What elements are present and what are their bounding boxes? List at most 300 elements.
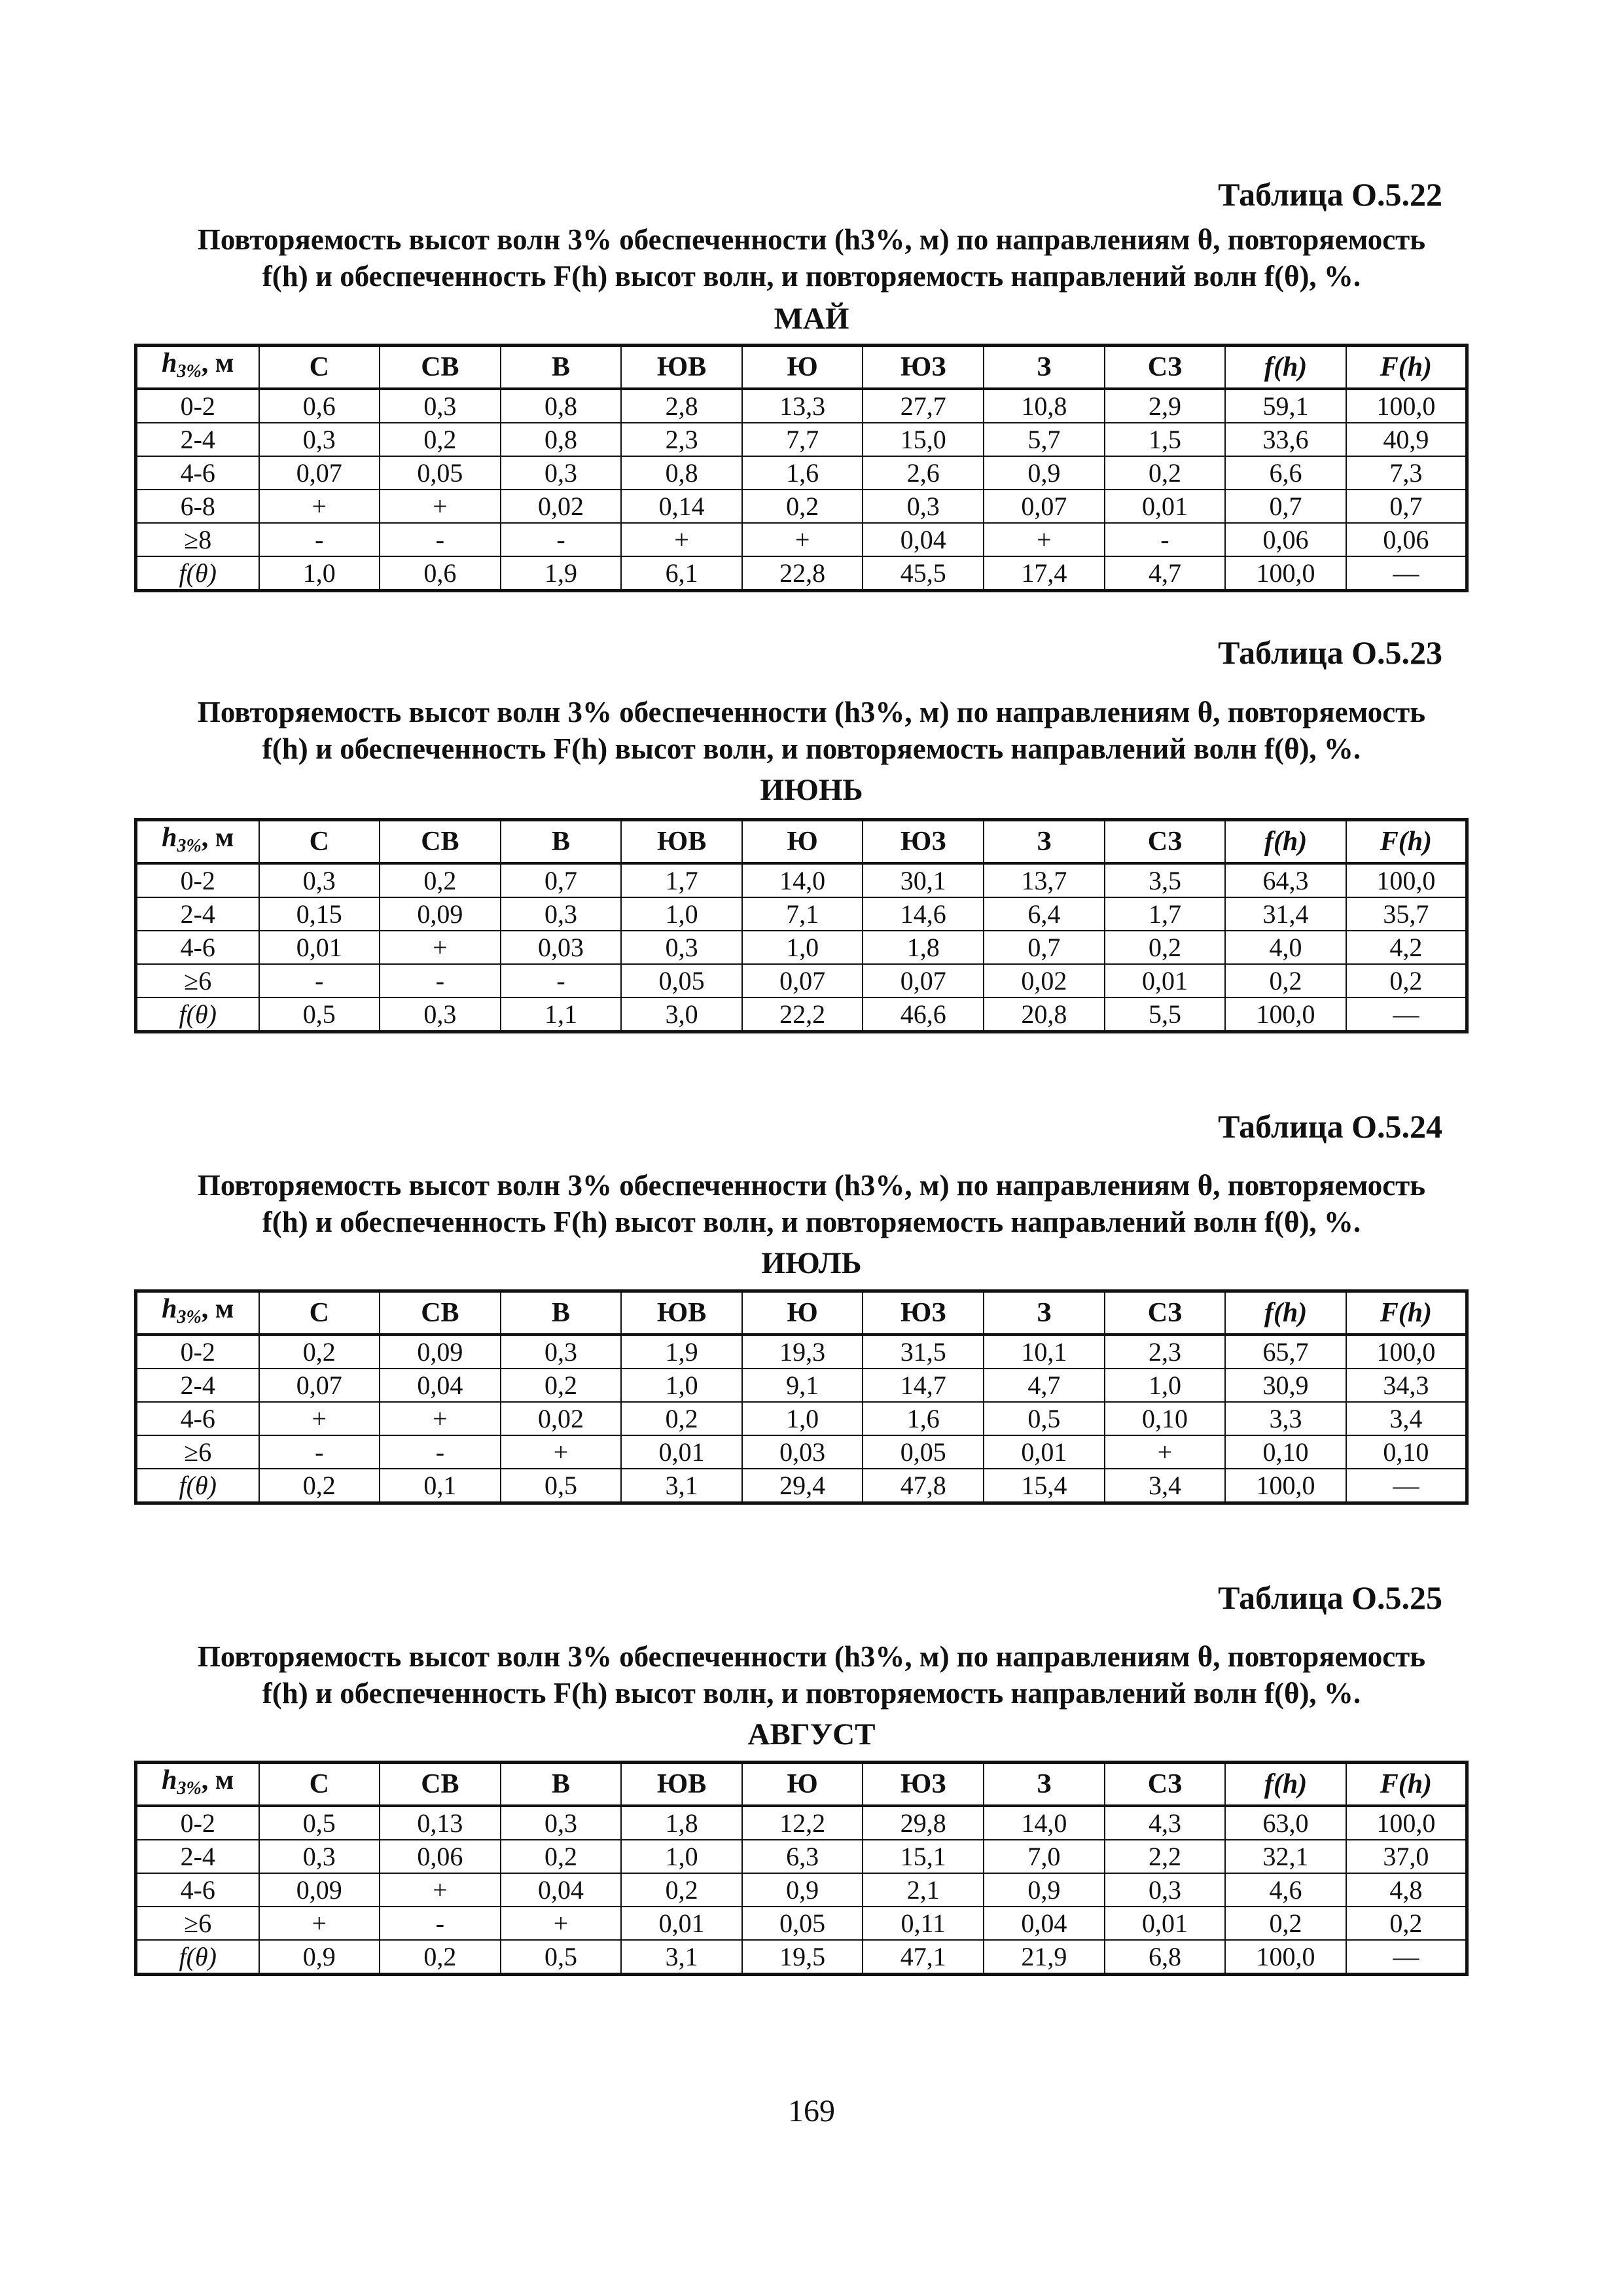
table-cell: 34,3	[1346, 1369, 1467, 1402]
header-cell: С	[259, 1763, 380, 1806]
table-cell: 0,02	[501, 1402, 622, 1435]
table-caption	[131, 1638, 1492, 1712]
row-label-cell: f(θ)	[136, 556, 259, 591]
table-cell: 0,3	[863, 490, 984, 523]
table-cell: 0,09	[380, 1335, 501, 1369]
header-cell: ЮЗ	[863, 346, 984, 389]
caption-line-2: f(h) и обеспеченность F(h) высот волн, и повторяемость направлений волн f(θ), %.	[262, 260, 1361, 293]
table-cell: 3,4	[1105, 1469, 1226, 1503]
row-label-cell: 2-4	[136, 1840, 259, 1873]
table-cell: 7,0	[984, 1840, 1105, 1873]
table-cell: 47,8	[863, 1469, 984, 1503]
table-cell: 0,05	[863, 1435, 984, 1469]
table-cell: 0,06	[1346, 523, 1467, 556]
month-title: МАЙ	[774, 302, 849, 336]
table-cell: 45,5	[863, 556, 984, 591]
table-row	[136, 456, 1467, 490]
table-cell: 3,1	[621, 1469, 742, 1503]
table-cell: 0,8	[621, 456, 742, 490]
header-cell: С	[259, 1291, 380, 1335]
header-cell: В	[501, 820, 622, 864]
table-cell: 0,9	[742, 1873, 863, 1907]
table-cell: 2,2	[1105, 1840, 1226, 1873]
table-cell: 4,6	[1225, 1873, 1346, 1907]
table-row	[136, 1907, 1467, 1940]
table-cell: 3,0	[621, 997, 742, 1032]
header-row	[136, 1291, 1467, 1335]
table-cell: 1,7	[621, 863, 742, 897]
table-row	[136, 523, 1467, 556]
table-cell: 0,3	[501, 456, 622, 490]
table-cell: 100,0	[1225, 556, 1346, 591]
table-row	[136, 897, 1467, 931]
header-cell: ЮВ	[621, 346, 742, 389]
row-label-cell: 0-2	[136, 389, 259, 423]
table-row	[136, 389, 1467, 423]
table-cell: 31,5	[863, 1335, 984, 1369]
table-cell: 4,3	[1105, 1806, 1226, 1840]
table-cell: +	[380, 490, 501, 523]
height-unit: , м	[201, 822, 234, 853]
table-cell: 1,8	[863, 931, 984, 964]
table-cell: 30,9	[1225, 1369, 1346, 1402]
table-cell: 6,8	[1105, 1940, 1226, 1975]
table-cell: 100,0	[1346, 389, 1467, 423]
table-cell: —	[1346, 1940, 1467, 1975]
month-title: ИЮЛЬ	[761, 1246, 862, 1280]
table-cell: 1,0	[742, 1402, 863, 1435]
header-cell: СВ	[380, 1763, 501, 1806]
table-cell: 2,6	[863, 456, 984, 490]
table-cell: -	[380, 1907, 501, 1940]
data-table	[134, 818, 1469, 1033]
table-cell: 3,4	[1346, 1402, 1467, 1435]
table-cell: 4,0	[1225, 931, 1346, 964]
page-number: 169	[788, 2094, 835, 2128]
table-cell: 2,3	[1105, 1335, 1226, 1369]
table-cell: 0,3	[621, 931, 742, 964]
table-row	[136, 1369, 1467, 1402]
month-title: ИЮНЬ	[760, 773, 863, 807]
table-cell: -	[259, 964, 380, 997]
height-subscript: 3%	[177, 361, 202, 382]
header-cell: З	[984, 1291, 1105, 1335]
table-caption	[131, 1167, 1492, 1240]
height-subscript: 3%	[177, 1306, 202, 1327]
table-cell: 0,2	[380, 1940, 501, 1975]
table-cell: 12,2	[742, 1806, 863, 1840]
header-cell-height	[136, 346, 259, 389]
table-cell: 0,07	[984, 490, 1105, 523]
table-cell: 0,13	[380, 1806, 501, 1840]
header-cell: ЮВ	[621, 1291, 742, 1335]
row-label-cell: 0-2	[136, 1335, 259, 1369]
table-cell: —	[1346, 556, 1467, 591]
table-cell: 2,3	[621, 423, 742, 456]
table-cell: 0,01	[621, 1435, 742, 1469]
table-cell: 63,0	[1225, 1806, 1346, 1840]
data-table	[134, 1289, 1469, 1505]
table-cell: 1,0	[621, 897, 742, 931]
table-cell: 6,4	[984, 897, 1105, 931]
table-cell: 13,7	[984, 863, 1105, 897]
table-cell: -	[259, 1435, 380, 1469]
table-cell: 64,3	[1225, 863, 1346, 897]
table-cell: 100,0	[1346, 863, 1467, 897]
table-cell: 0,05	[380, 456, 501, 490]
table-cell: 0,02	[984, 964, 1105, 997]
row-label-cell: 4-6	[136, 1402, 259, 1435]
table-cell: +	[380, 1402, 501, 1435]
header-cell: С	[259, 346, 380, 389]
table-cell: -	[1105, 523, 1226, 556]
table-cell: 27,7	[863, 389, 984, 423]
header-row	[136, 820, 1467, 864]
header-cell: F(h)	[1346, 1291, 1467, 1335]
table-cell: 32,1	[1225, 1840, 1346, 1873]
table-cell: -	[259, 523, 380, 556]
caption-line-1: Повторяемость высот волн 3% обеспеченности (h3%, м) по направлениям θ, повторяемость	[197, 223, 1426, 256]
caption-line-2: f(h) и обеспеченность F(h) высот волн, и повторяемость направлений волн f(θ), %.	[262, 1677, 1361, 1710]
caption-line-2: f(h) и обеспеченность F(h) высот волн, и повторяемость направлений волн f(θ), %.	[262, 1206, 1361, 1238]
table-cell: 1,9	[501, 556, 622, 591]
table-cell: +	[259, 490, 380, 523]
table-cell: +	[742, 523, 863, 556]
table-cell: 1,7	[1105, 897, 1226, 931]
table-row	[136, 1402, 1467, 1435]
table-cell: 0,1	[380, 1469, 501, 1503]
table-cell: 1,9	[621, 1335, 742, 1369]
table-cell: +	[501, 1435, 622, 1469]
table-cell: 0,2	[621, 1402, 742, 1435]
table-row	[136, 1873, 1467, 1907]
header-row	[136, 1763, 1467, 1806]
table-cell: 22,8	[742, 556, 863, 591]
table-cell: 14,6	[863, 897, 984, 931]
header-cell: В	[501, 346, 622, 389]
table-cell: 0,3	[501, 1806, 622, 1840]
data-table	[134, 344, 1469, 592]
table-cell: 0,5	[501, 1940, 622, 1975]
table-cell: 0,2	[1105, 456, 1226, 490]
table-row	[136, 490, 1467, 523]
table-cell: 47,1	[863, 1940, 984, 1975]
table-cell: 0,5	[501, 1469, 622, 1503]
table-cell: 0,3	[1105, 1873, 1226, 1907]
header-cell: f(h)	[1225, 346, 1346, 389]
table-cell: 6,6	[1225, 456, 1346, 490]
table-cell: 0,6	[259, 389, 380, 423]
table-cell: 0,01	[1105, 964, 1226, 997]
table-cell: 7,7	[742, 423, 863, 456]
table-cell: 15,0	[863, 423, 984, 456]
table-cell: 1,0	[259, 556, 380, 591]
header-cell: СЗ	[1105, 346, 1226, 389]
header-cell-height	[136, 820, 259, 864]
table-cell: 30,1	[863, 863, 984, 897]
table-row	[136, 1840, 1467, 1873]
table-cell: 0,06	[380, 1840, 501, 1873]
table-cell: 0,10	[1346, 1435, 1467, 1469]
header-cell: З	[984, 1763, 1105, 1806]
table-row	[136, 1435, 1467, 1469]
table-cell: 0,15	[259, 897, 380, 931]
table-cell: 7,3	[1346, 456, 1467, 490]
table-cell: 0,07	[742, 964, 863, 997]
table-cell: 35,7	[1346, 897, 1467, 931]
table-row	[136, 863, 1467, 897]
table-cell: 0,09	[259, 1873, 380, 1907]
caption-line-1: Повторяемость высот волн 3% обеспеченности (h3%, м) по направлениям θ, повторяемость	[197, 1640, 1426, 1673]
table-cell: 0,3	[259, 1840, 380, 1873]
header-cell: Ю	[742, 1763, 863, 1806]
header-cell: f(h)	[1225, 1291, 1346, 1335]
row-label-cell: 4-6	[136, 1873, 259, 1907]
table-cell: 0,2	[742, 490, 863, 523]
table-cell: 0,14	[621, 490, 742, 523]
table-cell: 0,2	[1225, 964, 1346, 997]
table-cell: 0,01	[621, 1907, 742, 1940]
height-unit: , м	[201, 1765, 234, 1795]
table-cell: 0,9	[984, 456, 1105, 490]
table-cell: 100,0	[1225, 1940, 1346, 1975]
table-cell: 0,06	[1225, 523, 1346, 556]
row-label-cell: 2-4	[136, 423, 259, 456]
header-cell: f(h)	[1225, 820, 1346, 864]
table-cell: 14,0	[984, 1806, 1105, 1840]
table-cell: -	[380, 523, 501, 556]
table-cell: 19,5	[742, 1940, 863, 1975]
caption-line-1: Повторяемость высот волн 3% обеспеченности (h3%, м) по направлениям θ, повторяемость	[197, 1169, 1426, 1202]
table-cell: 6,3	[742, 1840, 863, 1873]
table-cell: 2,8	[621, 389, 742, 423]
row-label-cell: 2-4	[136, 1369, 259, 1402]
table-cell: +	[380, 1873, 501, 1907]
header-cell: СЗ	[1105, 1763, 1226, 1806]
table-cell: 0,2	[1105, 931, 1226, 964]
table-cell: 0,3	[380, 389, 501, 423]
header-cell: СЗ	[1105, 1291, 1226, 1335]
table-cell: 5,5	[1105, 997, 1226, 1032]
table-cell: 1,5	[1105, 423, 1226, 456]
table-cell: 29,4	[742, 1469, 863, 1503]
header-cell: ЮВ	[621, 1763, 742, 1806]
table-number: Таблица О.5.23	[1218, 634, 1442, 671]
caption-line-2: f(h) и обеспеченность F(h) высот волн, и повторяемость направлений волн f(θ), %.	[262, 732, 1361, 765]
table-cell: 2,9	[1105, 389, 1226, 423]
row-label-cell: f(θ)	[136, 997, 259, 1032]
header-cell: З	[984, 820, 1105, 864]
table-caption	[131, 694, 1492, 767]
height-unit: , м	[201, 348, 234, 378]
header-cell-height	[136, 1291, 259, 1335]
table-cell: 3,1	[621, 1940, 742, 1975]
table-cell: 7,1	[742, 897, 863, 931]
header-cell: СЗ	[1105, 820, 1226, 864]
table-cell: 0,2	[380, 423, 501, 456]
height-subscript: 3%	[177, 835, 202, 856]
table-cell: 46,6	[863, 997, 984, 1032]
table-cell: 4,7	[1105, 556, 1226, 591]
table-cell: 0,11	[863, 1907, 984, 1940]
table-cell: 0,07	[259, 1369, 380, 1402]
table-row	[136, 997, 1467, 1032]
table-cell: 3,3	[1225, 1402, 1346, 1435]
table-cell: 0,07	[259, 456, 380, 490]
table-cell: 0,5	[259, 1806, 380, 1840]
table-row	[136, 964, 1467, 997]
header-cell: F(h)	[1346, 346, 1467, 389]
table-cell: -	[501, 964, 622, 997]
table-cell: 0,04	[863, 523, 984, 556]
header-cell: ЮЗ	[863, 820, 984, 864]
table-cell: 13,3	[742, 389, 863, 423]
table-cell: 5,7	[984, 423, 1105, 456]
row-label-cell: 0-2	[136, 1806, 259, 1840]
table-cell: 0,05	[621, 964, 742, 997]
table-cell: 0,3	[259, 423, 380, 456]
table-cell: 17,4	[984, 556, 1105, 591]
table-cell: 1,0	[742, 931, 863, 964]
row-label-cell: 2-4	[136, 897, 259, 931]
table-cell: 0,2	[1225, 1907, 1346, 1940]
table-cell: +	[380, 931, 501, 964]
table-cell: 1,0	[621, 1369, 742, 1402]
table-cell: 31,4	[1225, 897, 1346, 931]
header-cell: Ю	[742, 346, 863, 389]
table-cell: 100,0	[1225, 1469, 1346, 1503]
table-cell: 15,1	[863, 1840, 984, 1873]
table-cell: 0,3	[259, 863, 380, 897]
table-cell: 1,0	[1105, 1369, 1226, 1402]
header-cell: f(h)	[1225, 1763, 1346, 1806]
row-label-cell: 0-2	[136, 863, 259, 897]
table-cell: 100,0	[1346, 1335, 1467, 1369]
row-label-cell: f(θ)	[136, 1940, 259, 1975]
table-cell: -	[501, 523, 622, 556]
table-cell: 0,5	[259, 997, 380, 1032]
table-cell: 19,3	[742, 1335, 863, 1369]
table-cell: +	[621, 523, 742, 556]
table-cell: 14,0	[742, 863, 863, 897]
table-cell: 0,3	[501, 1335, 622, 1369]
table-cell: 33,6	[1225, 423, 1346, 456]
table-cell: 0,2	[259, 1469, 380, 1503]
table-cell: 0,03	[742, 1435, 863, 1469]
table-cell: 40,9	[1346, 423, 1467, 456]
caption-line-1: Повторяемость высот волн 3% обеспеченности (h3%, м) по направлениям θ, повторяемость	[197, 696, 1426, 728]
row-label-cell: 4-6	[136, 931, 259, 964]
table-cell: 0,03	[501, 931, 622, 964]
header-cell-height	[136, 1763, 259, 1806]
table-caption	[131, 221, 1492, 295]
row-label-cell: 6-8	[136, 490, 259, 523]
table-cell: 0,8	[501, 389, 622, 423]
header-cell: Ю	[742, 820, 863, 864]
table-cell: 0,09	[380, 897, 501, 931]
table-cell: 0,10	[1105, 1402, 1226, 1435]
header-cell: СВ	[380, 1291, 501, 1335]
header-cell: Ю	[742, 1291, 863, 1335]
table-row	[136, 556, 1467, 591]
table-cell: 0,3	[501, 897, 622, 931]
month-title: АВГУСТ	[747, 1717, 876, 1751]
table-cell: 22,2	[742, 997, 863, 1032]
row-label-cell: ≥8	[136, 523, 259, 556]
table-cell: 37,0	[1346, 1840, 1467, 1873]
table-cell: —	[1346, 1469, 1467, 1503]
header-cell: В	[501, 1291, 622, 1335]
table-cell: 0,6	[380, 556, 501, 591]
table-row	[136, 931, 1467, 964]
table-cell: 0,04	[380, 1369, 501, 1402]
table-cell: 0,8	[501, 423, 622, 456]
table-cell: 1,6	[742, 456, 863, 490]
table-row	[136, 423, 1467, 456]
header-cell: ЮЗ	[863, 1291, 984, 1335]
table-cell: 0,7	[1346, 490, 1467, 523]
table-cell: 100,0	[1225, 997, 1346, 1032]
table-cell: 0,2	[621, 1873, 742, 1907]
table-cell: +	[984, 523, 1105, 556]
height-symbol: h	[162, 1765, 177, 1795]
table-cell: +	[1105, 1435, 1226, 1469]
table-cell: 0,01	[259, 931, 380, 964]
table-cell: 65,7	[1225, 1335, 1346, 1369]
table-number: Таблица О.5.22	[1218, 176, 1442, 213]
data-table	[134, 1761, 1469, 1976]
table-cell: +	[259, 1907, 380, 1940]
table-cell: 4,7	[984, 1369, 1105, 1402]
header-cell: В	[501, 1763, 622, 1806]
header-cell: ЮЗ	[863, 1763, 984, 1806]
table-cell: 0,01	[984, 1435, 1105, 1469]
table-cell: 100,0	[1346, 1806, 1467, 1840]
table-cell: 0,02	[501, 490, 622, 523]
table-cell: 4,8	[1346, 1873, 1467, 1907]
row-label-cell: ≥6	[136, 1435, 259, 1469]
table-cell: 0,01	[1105, 1907, 1226, 1940]
row-label-cell: ≥6	[136, 964, 259, 997]
table-cell: 59,1	[1225, 389, 1346, 423]
table-cell: 4,2	[1346, 931, 1467, 964]
table-cell: 0,5	[984, 1402, 1105, 1435]
height-symbol: h	[162, 348, 177, 378]
table-cell: 6,1	[621, 556, 742, 591]
table-row	[136, 1335, 1467, 1369]
table-cell: 0,05	[742, 1907, 863, 1940]
row-label-cell: f(θ)	[136, 1469, 259, 1503]
table-cell: 0,04	[984, 1907, 1105, 1940]
table-row	[136, 1806, 1467, 1840]
table-cell: 10,1	[984, 1335, 1105, 1369]
table-cell: 10,8	[984, 389, 1105, 423]
table-cell: 0,01	[1105, 490, 1226, 523]
table-row	[136, 1940, 1467, 1975]
table-cell: 0,2	[501, 1840, 622, 1873]
table-cell: 20,8	[984, 997, 1105, 1032]
header-cell: С	[259, 820, 380, 864]
table-cell: 9,1	[742, 1369, 863, 1402]
table-cell: 1,6	[863, 1402, 984, 1435]
table-cell: +	[259, 1402, 380, 1435]
table-cell: 0,9	[984, 1873, 1105, 1907]
row-label-cell: 4-6	[136, 456, 259, 490]
table-cell: 29,8	[863, 1806, 984, 1840]
header-row	[136, 346, 1467, 389]
header-cell: ЮВ	[621, 820, 742, 864]
table-cell: 0,10	[1225, 1435, 1346, 1469]
